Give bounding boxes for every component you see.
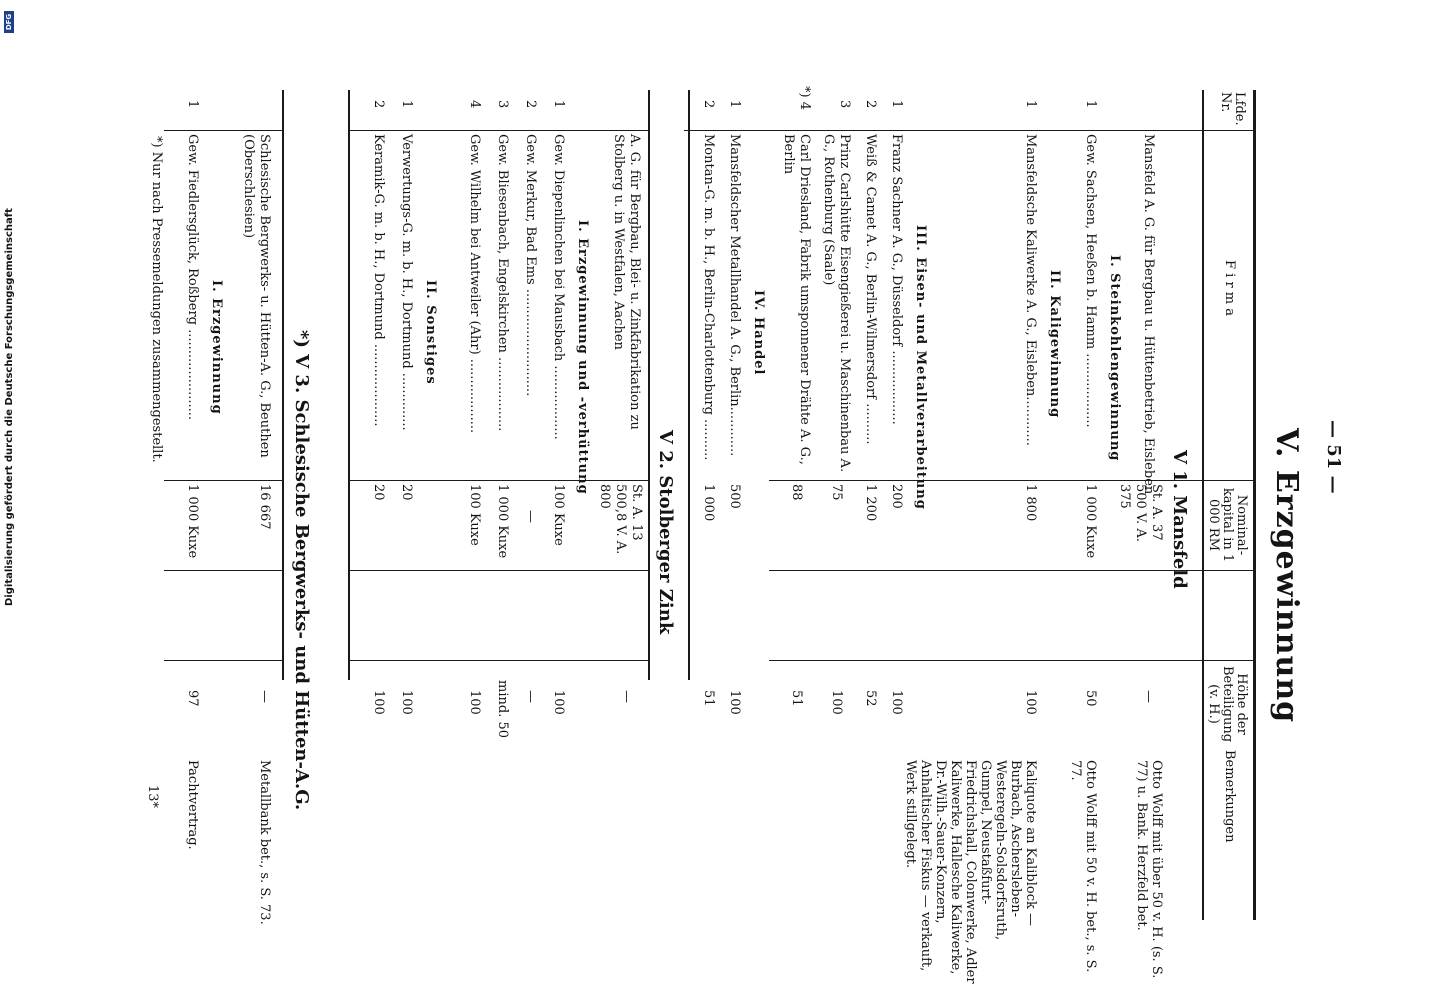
section-v2-title: V 2. Stolberger Zink <box>655 430 676 635</box>
table-row-firma: Mansfeldsche Kaliwerke A. G., Eisleben............ <box>1023 134 1038 446</box>
table-row-hoehe: 50 <box>1083 690 1098 707</box>
table-row-firma: Gew. Wilhelm bei Antweiler (Ahr) .................. <box>467 134 482 434</box>
header-bemerkungen: Bemerkungen <box>1222 750 1237 843</box>
table-row-nominal: 200 <box>889 484 904 509</box>
table-row-bem: Kaliquote an Kaliblock — Burbach, Aschersleben-Westeregeln-Solsdorfsruth, Gumpel, Neustaßfurt-Friedrichshall, Colonwerke, Adler Kaliwerke, Hallesche Kaliwerke, Dr.-Wilh.-Sauer-Konzern, Anhaltischer Fiskus — verkauft, Werk stillgelegt. <box>903 760 1038 984</box>
section-v1-title: V 1. Mansfeld <box>1169 450 1190 589</box>
table-row-nominal: 1 000 <box>701 484 716 522</box>
page-title: V. Erzgewinnung <box>1269 428 1304 724</box>
table-row-hoehe: mind. 50 <box>495 680 510 738</box>
table-row-hoehe: 100 <box>727 690 742 715</box>
table-row-nr: 4 <box>467 100 482 109</box>
v1-bottom-rule <box>688 90 690 680</box>
table-row-nr: 3 <box>837 100 852 109</box>
table-row-firma: Gew. Diepenlinchen bei Mausbach .................. <box>551 134 566 440</box>
table-row-nominal: 100 Kuxe <box>467 484 482 546</box>
v3-sub1-title: I. Erzgewinnung <box>209 280 224 415</box>
page-number: — 51 — <box>1323 420 1344 494</box>
table-row-firma: Carl Driesland, Fabrik umsponnener Drähte A. G., Berlin <box>781 134 812 465</box>
table-row-nr: 1 <box>185 100 200 109</box>
table-row-nr: 2 <box>371 100 386 109</box>
v2-sub2-title: II. Sonstiges <box>423 280 438 385</box>
table-row-nominal: 75 <box>829 484 844 501</box>
v1-parent-nominal: St. A. 37 500 V. A. 375 <box>1117 484 1164 542</box>
table-row-firma: Montan-G. m. b. H., Berlin-Charlottenburg .......... <box>701 134 716 461</box>
table-row-nr: 1 <box>551 100 566 109</box>
v2-top-rule <box>648 90 650 680</box>
table-row-firma: Keramik-G. m. b. H., Dortmund .................... <box>371 134 386 427</box>
table-row-nr: 1 <box>727 100 742 109</box>
table-row-nominal: 88 <box>789 484 804 501</box>
dfg-logo: DFG <box>4 11 14 33</box>
v2-col-divider-firma <box>348 480 648 481</box>
header-top-rule <box>1253 90 1256 920</box>
table-row-firma: Mansfeldscher Metallhandel A. G., Berlin............ <box>727 134 742 457</box>
table-row-nominal: 100 Kuxe <box>551 484 566 546</box>
table-row-nr: 2 <box>523 100 538 109</box>
footer-mark: 13* <box>145 785 160 809</box>
table-row-firma: Gew. Merkur, Bad Ems .......................... <box>523 134 538 397</box>
table-row-nr: 1 <box>1083 100 1098 109</box>
v3-parent-nominal: 16 667 <box>257 484 272 530</box>
table-row-hoehe: 100 <box>371 690 386 715</box>
table-row-firma: Weiß & Camet A. G., Berlin-Wilmersdorf .......... <box>863 134 878 445</box>
table-row-firma: Gew. Fiedlersglück, Roßberg ...................... <box>185 134 200 421</box>
col-divider-nr <box>684 130 1254 131</box>
table-row-bem: Otto Wolff mit 50 v. H. bet., s. S. 77. <box>1068 760 1098 973</box>
table-row-hoehe: 51 <box>701 690 716 707</box>
table-row-firma: Verwertungs-G. m. b. H., Dortmund .............. <box>399 134 414 431</box>
table-row-firma: Franz Sachner A. G., Düsseldorf .................. <box>889 134 904 425</box>
table-row-nr: *) 4 <box>797 86 812 110</box>
v3-col-divider-firma <box>164 480 282 481</box>
table-row-nominal: 1 800 <box>1023 484 1038 522</box>
dfg-strip <box>2 0 18 998</box>
table-row-nominal: 20 <box>399 484 414 501</box>
table-row-nominal: 20 <box>371 484 386 501</box>
table-row-hoehe: 97 <box>185 690 200 707</box>
table-row-nominal: 1 000 Kuxe <box>1083 484 1098 559</box>
table-row-bem: Pachtvertrag. <box>185 760 200 850</box>
v2-sub1-title: I. Erzgewinnung und -verhüttung <box>575 220 590 495</box>
table-row-nominal: 500 <box>727 484 742 509</box>
table-row-nominal: 1 000 Kuxe <box>495 484 510 559</box>
v3-parent-hoehe: — <box>257 690 272 703</box>
v2-parent-hoehe: — <box>619 690 634 703</box>
v1-sub1-title: I. Steinkohlengewinnung <box>1107 255 1122 462</box>
table-row-hoehe: 51 <box>789 690 804 707</box>
table-row-hoehe: 100 <box>467 690 482 715</box>
header-nominal: Nominal-kapital in 1 000 RM <box>1206 487 1249 563</box>
v1-parent-firma: Mansfeld A. G. für Bergbau u. Hüttenbetrieb, Eisleben <box>1141 134 1156 495</box>
header-lfd-nr: Lfde. Nr. <box>1218 92 1247 126</box>
table-row-nr: 1 <box>399 100 414 109</box>
footnote: *) Nur nach Pressemeldungen zusammengestellt. <box>149 136 164 463</box>
table-row-nr: 2 <box>701 100 716 109</box>
table-row-hoehe: — <box>523 690 538 703</box>
section-v3-title: *) V 3. Schlesische Bergwerks- und Hütten-A.G. <box>291 330 312 811</box>
col-divider-hoehe <box>769 660 1254 661</box>
table-row-hoehe: 52 <box>863 690 878 707</box>
table-row-hoehe: 100 <box>889 690 904 715</box>
dfg-text: Digitalisierung gefördert durch die Deutsche Forschungsgemeinschaft <box>4 208 15 606</box>
table-row-firma: Gew. Bliesenbach, Engelskirchen .................. <box>495 134 510 432</box>
v2-parent-nominal: St. A. 13 500,8 V. A. 800 <box>597 484 644 555</box>
table-row-nr: 2 <box>863 100 878 109</box>
v2-col-divider-hoehe <box>348 660 648 661</box>
table-row-nr: 1 <box>1023 100 1038 109</box>
table-row-nominal: — <box>523 510 538 523</box>
table-row-nr: 3 <box>495 100 510 109</box>
v2-col-divider-nr <box>348 130 648 131</box>
table-row-hoehe: 100 <box>551 690 566 715</box>
header-bottom-rule <box>1202 90 1204 920</box>
v3-col-divider-nominal <box>164 570 282 571</box>
v1-sub3-title: III. Eisen- und Metallverarbeitung <box>913 225 928 510</box>
v2-bottom-rule <box>348 90 350 680</box>
table-row-nr: 1 <box>889 100 904 109</box>
v3-parent-bem: Metallbank bet., s. S. 73. <box>257 760 272 925</box>
v3-top-rule <box>282 90 284 680</box>
v3-col-divider-hoehe <box>164 660 282 661</box>
v1-sub4-title: IV. Handel <box>751 290 766 376</box>
header-firma: F i r m a <box>1222 260 1237 316</box>
v1-parent-bem: Otto Wolff mit über 50 v. H. (s. S. 77) u. Bank. Herzfeld bet. <box>1134 760 1164 979</box>
table-row-hoehe: 100 <box>1023 690 1038 715</box>
v1-sub2-title: II. Kaligewinnung <box>1047 270 1062 419</box>
table-row-hoehe: 100 <box>399 690 414 715</box>
header-hoehe: Höhe der Beteiligung (v. H.) <box>1206 665 1249 743</box>
v2-parent-firma: A. G. für Bergbau, Blei- u. Zinkfabrikation zu Stolberg u. in Westfalen, Aachen <box>611 134 642 430</box>
table-row-nominal: 1 200 <box>863 484 878 522</box>
v2-col-divider-nominal <box>348 570 648 571</box>
v1-parent-hoehe: — <box>1141 690 1156 703</box>
table-row-hoehe: 100 <box>829 690 844 715</box>
table-row-firma: Gew. Sachsen, Heeßen b. Hamm .................. <box>1083 134 1098 428</box>
table-row-firma: Prinz Carlshütte Eisengießerei u. Maschinenbau A. G., Rothenburg (Saale) <box>821 134 852 473</box>
v3-col-divider-nr <box>164 130 282 131</box>
v3-parent-firma: Schlesische Bergwerks- u. Hütten-A. G., Beuthen (Oberschlesien) <box>241 134 272 458</box>
table-row-nominal: 1 000 Kuxe <box>185 484 200 559</box>
